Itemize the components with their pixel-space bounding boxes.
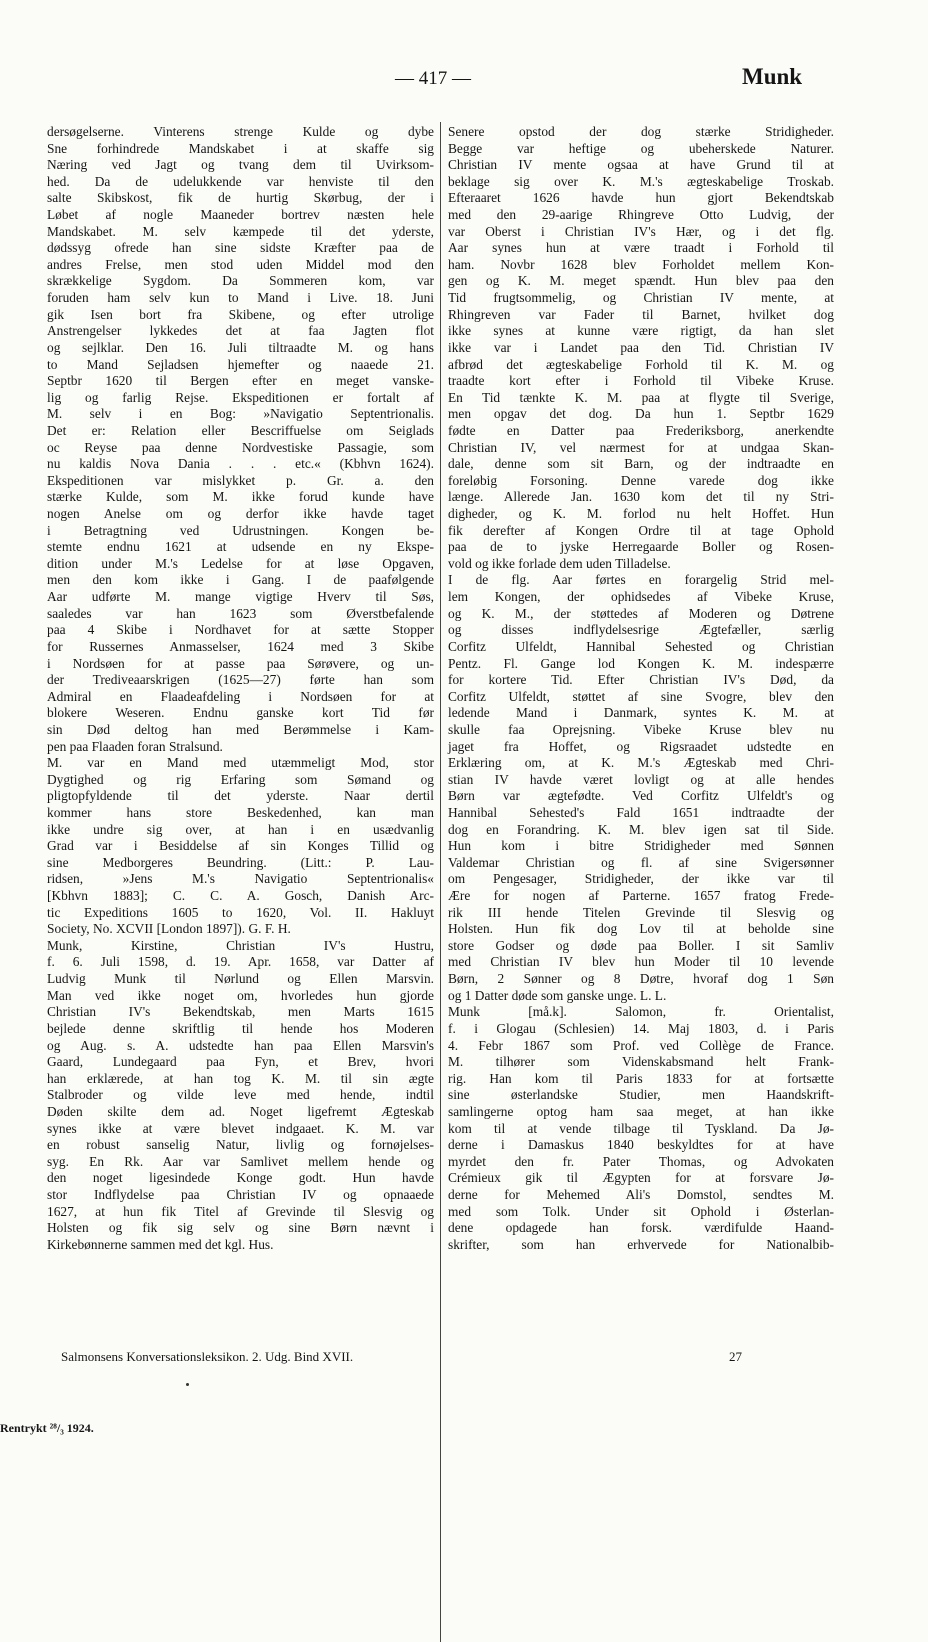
text-line: I de flg. Aar førtes en forargelig Strid mel- <box>448 572 834 588</box>
text-line: Hun kom i bitre Stridigheder med Sønnen <box>448 838 834 854</box>
signature-mark: 27 <box>729 1349 742 1364</box>
text-line: dition under M.'s Ledelse for at løse Opgaven, <box>47 555 434 571</box>
text-line: Society, No. XCVII [London 1897]). G. F. H. <box>47 921 291 937</box>
text-line: M. tilhører som Videnskabsmand helt Frank- <box>448 1054 834 1070</box>
text-line: Corfitz Ulfeldt, Hannibal Sehested og Christian <box>448 638 834 654</box>
text-line: Efteraaret 1626 havde hun gjort Bekendtskab <box>448 190 834 206</box>
text-line: men opgav det dog. Da hun 1. Septbr 1629 <box>448 406 834 422</box>
text-line: og sejlklar. Den 16. Juli tiltraadte M. og hans <box>47 339 434 355</box>
text-line: længe. Allerede Jan. 1630 kom det til ny Stri- <box>448 489 834 505</box>
text-line: for kortere Tid. Efter Christian IV's Død, da <box>448 672 834 688</box>
text-line: Ludvig Munk til Nørlund og Ellen Marsvin. <box>47 971 434 987</box>
text-line: myrdet den fr. Pater Thomas, og Advokaten <box>448 1153 834 1169</box>
text-line: skrifter, som han erhvervede for Nationalbib- <box>448 1236 834 1252</box>
text-line: Gaard, Lundegaard paa Fyn, et Brev, hvori <box>47 1054 434 1070</box>
text-line: Hannibal Sehested's Fald 1651 indtraadte der <box>448 804 834 820</box>
text-line: dersøgelserne. Vinterens strenge Kulde og dybe <box>47 124 434 139</box>
text-line: blokere Weseren. Endnu ganske kort Tid før <box>47 705 434 721</box>
text-line: Christian IV, vel nærmest for at undgaa Skan- <box>448 439 834 455</box>
text-line: stor Indflydelse paa Christian IV og opnaaede <box>47 1187 434 1202</box>
page-header <box>0 64 928 98</box>
text-line: Ekspeditionen var mislykket p. Gr. a. den <box>47 472 434 488</box>
text-line: Holsten og fik sig selv og sine Børn nævnt i <box>47 1220 434 1236</box>
text-line: Dygtighed og rig Erfaring som Sømand og <box>47 771 434 787</box>
text-line: i Betragtning ved Udrustningen. Kongen be- <box>47 522 434 538</box>
text-line: ikke var i Landet paa den Tid. Christian IV <box>448 339 834 355</box>
text-line: Admiral en Flaadeafdeling i Nordsøen for at <box>47 688 434 704</box>
text-line: Døden skilte dem ad. Noget ligefremt Ægteskab <box>47 1103 434 1119</box>
text-line: skrækkelige Sygdom. Da Sommeren kom, var <box>47 273 434 289</box>
text-line: og Aug. s. A. udstedte han paa Ellen Marsvin's <box>47 1037 434 1053</box>
text-line: pen paa Flaaden foran Stralsund. <box>47 738 223 754</box>
text-line: Børn, 2 Sønner og 8 Døtre, hvoraf dog 1 Søn <box>448 971 834 987</box>
left-column <box>47 124 434 1253</box>
text-line: tic Expeditions 1605 to 1620, Vol. II. Hakluyt <box>47 904 434 920</box>
text-line: fik derefter af Kongen Ordre til at tage Ophold <box>448 522 834 538</box>
text-line: 1627, at hun fik Titel af Grevinde til Slesvig og <box>47 1203 434 1219</box>
column-divider <box>440 122 441 1642</box>
text-line: kommer hans store Beskedenhed, kan man <box>47 804 434 820</box>
text-line: Munk, Kirstine, Christian IV's Hustru, <box>47 937 434 953</box>
text-line: nu kaldis Nova Dania . . . etc.« (Kbhvn 1624). <box>47 456 434 472</box>
text-line: Næring ved Jagt og tvang dem til Uvirksom- <box>47 157 434 173</box>
text-line: Munk [må.k]. Salomon, fr. Orientalist, <box>448 1004 834 1020</box>
text-line: sine østerlandske Studier, men Haandskrift- <box>448 1087 834 1103</box>
text-line: rig. Han kom til Paris 1833 for at fortsætte <box>448 1070 834 1086</box>
text-line: Senere opstod der dog stærke Stridigheder. <box>448 124 834 139</box>
text-line: ikke undre sig over, at han i en usædvanlig <box>47 821 434 837</box>
text-line: den noget ligesindede Konge godt. Hun havde <box>47 1170 434 1186</box>
text-line: M. var en Mand med utæmmeligt Mod, stor <box>47 755 434 771</box>
text-line: lem Kongen, der ophidsedes af Vibeke Kruse, <box>448 589 834 605</box>
text-line: og disses indflydelsesrige Ægtefæller, særlig <box>448 622 834 638</box>
text-line: med den 29-aarige Rhingreve Otto Ludvig, der <box>448 207 834 223</box>
text-line: stærke Kulde, som M. ikke forud kunde have <box>47 489 434 505</box>
text-line: En Tid tænkte K. M. paa at flygte til Sverige, <box>448 389 834 405</box>
text-line: for Russernes Anmasselser, 1624 med 3 Skibe <box>47 638 434 654</box>
text-line: kom til at vende tilbage til Tyskland. Da Jø- <box>448 1120 834 1136</box>
text-line: vold og ikke forlade dem uden Tilladelse. <box>448 555 671 571</box>
text-line: stian IV havde været lovligt og at alle hendes <box>448 771 834 787</box>
text-line: Det er: Relation eller Bescriffuelse om Seiglads <box>47 422 434 438</box>
text-line: en robust sanselig Natur, livlig og fornøjelses- <box>47 1137 434 1153</box>
text-line: foreløbig Forsoning. Denne varede dog ikke <box>448 472 834 488</box>
text-line: Aar udførte M. mange vigtige Hverv til Søs, <box>47 589 434 605</box>
publication-footer: Salmonsens Konversationsleksikon. 2. Udg. Bind XVII. <box>61 1349 354 1364</box>
running-headword: Munk <box>742 64 803 89</box>
text-line: Pentz. Fl. Gange lod Kongen K. M. indespærre <box>448 655 834 671</box>
text-line: Ære for nogen af Parterne. 1657 fratog Frede- <box>448 888 834 904</box>
text-line: 4. Febr 1867 som Prof. ved Collège de France. <box>448 1037 834 1053</box>
text-line: var Oberst i Christian IV's Hær, og i det flg. <box>448 223 834 239</box>
text-line: Christian IV mente ogsaa at have Grund til at <box>448 157 834 173</box>
text-line: syg. En Rk. Aar var Samlivet mellem hende og <box>47 1153 434 1169</box>
text-line: sin Død deltog han med Berømmelse i Kam- <box>47 721 434 737</box>
text-line: han erklærede, at han tog K. M. til sin ægte <box>47 1070 434 1086</box>
text-line: paa de to jyske Herregaarde Boller og Rosen- <box>448 539 834 555</box>
text-line: Stalbroder og vilde leve med hende, indtil <box>47 1087 434 1103</box>
text-line: salte Skibskost, fik de hurtig Skørbug, der i <box>47 190 434 206</box>
text-line: Corfitz Ulfeldt, støttet af sine Svogre, blev den <box>448 688 834 704</box>
text-line: M. selv i en Bog: »Navigatio Septentrionalis. <box>47 406 434 422</box>
text-line: Kirkebønnerne sammen med det kgl. Hus. <box>47 1236 274 1252</box>
text-line: paa 4 Skibe i Nordhavet for at sætte Stopper <box>47 622 434 638</box>
text-line: dene opdagede han forsk. værdifulde Haand- <box>448 1220 834 1236</box>
text-line: afbrød det ægteskabelige Forhold til K. M. og <box>448 356 834 372</box>
text-line: andres Frelse, men stod uden Middel mod den <box>47 256 434 272</box>
text-line: Holsten. Hun fik dog Lov til at beholde sine <box>448 921 834 937</box>
text-line: Begge var heftige og ubeherskede Naturer. <box>448 140 834 156</box>
text-line: Man ved ikke noget om, hvorledes hun gjorde <box>47 987 434 1003</box>
text-line: digheder, og K. M. forlod nu helt Hoffet. Hun <box>448 506 834 522</box>
text-line: ikke synes at kunne være rigtigt, da han slet <box>448 323 834 339</box>
text-line: stemte endnu 1621 at udsende en ny Ekspe- <box>47 539 434 555</box>
text-line: derne i Damaskus 1840 beskyldtes for at have <box>448 1137 834 1153</box>
reprint-note: Rentrykt ²⁸/₃ 1924. <box>0 1421 94 1435</box>
text-line: f. i Glogau (Schlesien) 14. Maj 1803, d. i Paris <box>448 1020 834 1036</box>
text-line: oc Reyse paa denne Nordvestiske Passagie, som <box>47 439 434 455</box>
text-line: Tid frugtsommelig, og Christian IV mente, at <box>448 290 834 306</box>
text-line: om Pengesager, Stridigheder, der ikke var til <box>448 871 834 887</box>
text-line: dog en Forandring. K. M. blev igen sat til Side. <box>448 821 834 837</box>
text-line: [Kbhvn 1883]; C. C. A. Gosch, Danish Arc- <box>47 888 434 904</box>
text-line: ledende Mand i Danmark, syntes K. M. at <box>448 705 834 721</box>
text-line: samlingerne optog ham saa meget, at han ikke <box>448 1103 834 1119</box>
text-line: hed. Da de udelukkende var henviste til den <box>47 173 434 189</box>
text-line: pligtopfyldende til det yderste. Naar dertil <box>47 788 434 804</box>
text-line: sine Medborgeres Beundring. (Litt.: P. Lau- <box>47 854 434 870</box>
text-line: bejlede denne skriftlig til hende hos Moderen <box>47 1020 434 1036</box>
text-line: to Mand Sejladsen hjemefter og naaede 21. <box>47 356 434 372</box>
text-line: Sne forhindrede Mandskabet i at skaffe sig <box>47 140 434 156</box>
text-line: Christian IV's Bekendtskab, men Marts 1615 <box>47 1004 434 1020</box>
text-line: med Christian IV blev hun Moder til 10 levende <box>448 954 834 970</box>
text-line: traadte kort efter i Forhold til Vibeke Kruse. <box>448 373 834 389</box>
text-line: i Nordsøen for at passe paa Sørøvere, og un- <box>47 655 434 671</box>
ink-speck <box>186 1383 189 1386</box>
text-line: Børn var ægtefødte. Ved Corfitz Ulfeldt's og <box>448 788 834 804</box>
text-line: Septbr 1620 til Bergen efter en meget vanske- <box>47 373 434 389</box>
text-line: og 1 Datter døde som ganske unge. L. L. <box>448 987 667 1003</box>
text-line: nogen Anelse om og derfor ikke havde taget <box>47 506 434 522</box>
text-line: foruden ham selv kun to Mand i Live. 18. Juni <box>47 290 434 306</box>
text-line: skulle faa Oprejsning. Vibeke Kruse blev nu <box>448 721 834 737</box>
text-line: og K. M., der støttedes af Moderen og Døtrene <box>448 605 834 621</box>
text-line: rik III hende Titelen Grevinde til Slesvig og <box>448 904 834 920</box>
text-line: Grad var i Besiddelse af sin Konges Tillid og <box>47 838 434 854</box>
text-line: jaget fra Hoffet, og Rigsraadet udstedte en <box>448 738 834 754</box>
text-line: fødte en Datter paa Frederiksborg, anerkendte <box>448 422 834 438</box>
text-line: dale, denne som sit Barn, og der indtraadte en <box>448 456 834 472</box>
text-line: lig og farlig Rejse. Ekspeditionen er fortalt af <box>47 389 434 405</box>
text-line: Valdemar Christian og fl. af sine Svigersønner <box>448 854 834 870</box>
text-line: men den kom ikke i Gang. I de paafølgende <box>47 572 434 588</box>
text-line: Aar synes hun at være traadt i Forhold til <box>448 240 834 256</box>
text-line: f. 6. Juli 1598, d. 19. Apr. 1658, var Datter af <box>47 954 434 970</box>
text-line: dødssyg ofrede han sine sidste Kræfter paa de <box>47 240 434 256</box>
text-line: synes ikke at være blevet indgaaet. K. M. var <box>47 1120 434 1136</box>
text-line: beklage sig over K. M.'s ægteskabelige Troskab. <box>448 173 834 189</box>
text-line: der Trediveaarskrigen (1625—27) førte han som <box>47 672 434 688</box>
text-line: Erklæring om, at K. M.'s Ægteskab med Chri- <box>448 755 834 771</box>
text-line: saaledes var han 1623 som Øverstbefalende <box>47 605 434 621</box>
text-line: derne for Mehemed Ali's Domstol, sendtes M. <box>448 1187 834 1202</box>
text-line: ham. Novbr 1628 blev Forholdet mellem Kon- <box>448 256 834 272</box>
text-line: Anstrengelser lykkedes det at faa Jagten flot <box>47 323 434 339</box>
text-line: Rhingreven var Fader til Barnet, hvilket dog <box>448 306 834 322</box>
text-line: Løbet af nogle Maaneder bortrev næsten hele <box>47 207 434 223</box>
text-line: gik Isen bort fra Skibene, og efter utrolige <box>47 306 434 322</box>
text-line: ridsen, »Jens M.'s Navigatio Septentrionalis« <box>47 871 434 887</box>
right-column <box>448 124 834 1253</box>
text-line: med som Tolk. Under sit Ophold i Østerlan- <box>448 1203 834 1219</box>
text-line: gen og K. M. meget spændt. Hun blev paa den <box>448 273 834 289</box>
text-line: store Godser og døde paa Boller. I sit Samliv <box>448 937 834 953</box>
text-line: Mandskabet. M. selv kæmpede til det yderste, <box>47 223 434 239</box>
text-line: Crémieux gik til Ægypten for at forsvare Jø- <box>448 1170 834 1186</box>
page-number: — 417 — <box>395 68 471 89</box>
